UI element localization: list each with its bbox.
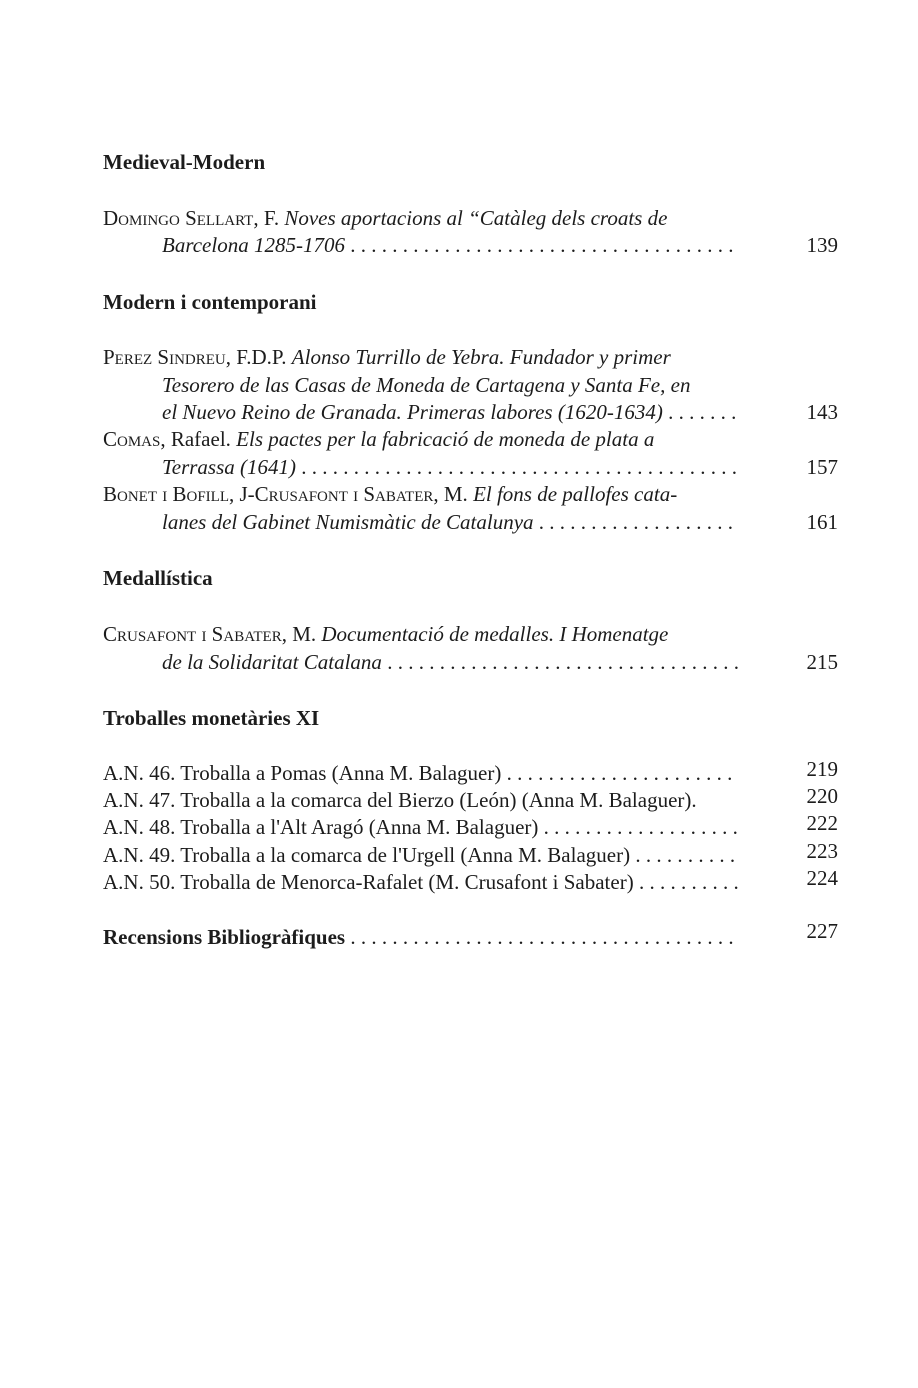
entry-title: el Nuevo Reino de Granada. Primeras labores (1620-1634) (162, 400, 663, 424)
entry-title: Noves aportacions al “Catàleg dels croats de (284, 206, 668, 230)
page-number: 227 (806, 919, 838, 943)
entry-crusafont-line2 (162, 650, 738, 674)
entry-text: A.N. 49. Troballa a la comarca de l'Urgell (Anna M. Balaguer) (103, 843, 631, 867)
entry-text: A.N. 50. Troballa de Menorca-Rafalet (M. Crusafont i Sabater) (103, 870, 634, 894)
entry-title: de la Solidaritat Catalana (162, 650, 382, 674)
page-number: 219 (806, 757, 838, 781)
entry-bonet-line2 (162, 510, 738, 534)
entry-an47 (103, 788, 763, 812)
entry-comas-line2 (162, 455, 738, 479)
entry-initials: , F. (253, 206, 285, 230)
page-number: 220 (806, 784, 838, 808)
entry-text: A.N. 46. Troballa a Pomas (Anna M. Balaguer) (103, 761, 502, 785)
entry-perez-line1 (103, 345, 738, 369)
page-number: 223 (806, 839, 838, 863)
entry-author: Perez Sindreu (103, 345, 226, 369)
entry-text: A.N. 47. Troballa a la comarca del Bierzo (León) (Anna M. Balaguer). (103, 788, 697, 812)
entry-author: Domingo Sellart (103, 206, 254, 230)
entry-initials: , M. (433, 482, 474, 506)
entry-perez-line2 (162, 373, 738, 397)
entry-title: Terrassa (1641) (162, 455, 296, 479)
page-number: 139 (806, 233, 838, 257)
entry-an50 (103, 870, 738, 894)
section-heading-troballes: Troballes monetàries XI (103, 706, 320, 730)
entry-an49 (103, 843, 738, 867)
entry-author: Crusafont i Sabater (103, 622, 282, 646)
entry-separator: , J- (229, 482, 255, 506)
entry-an48 (103, 815, 738, 839)
entry-initials: , M. (281, 622, 322, 646)
entry-title: Alonso Turrillo de Yebra. Fundador y primer (291, 345, 671, 369)
section-heading-medieval-modern: Medieval-Modern (103, 150, 266, 174)
entry-title: Tesorero de las Casas de Moneda de Cartagena y Santa Fe, en (162, 373, 691, 397)
section-heading-modern-contemporani: Modern i contemporani (103, 290, 317, 314)
entry-author: Bonet i Bofill (103, 482, 229, 506)
entry-title: El fons de pallofes cata- (473, 482, 678, 506)
entry-title: Documentació de medalles. I Homenatge (321, 622, 669, 646)
entry-comas-line1 (103, 427, 738, 451)
page-number: 161 (806, 510, 838, 534)
page-number: 222 (806, 811, 838, 835)
entry-recensions (103, 925, 738, 949)
entry-author: Crusafont i Sabater (254, 482, 434, 506)
entry-text: A.N. 48. Troballa a l'Alt Aragó (Anna M. Balaguer) (103, 815, 539, 839)
page-number: 157 (806, 455, 838, 479)
entry-title: Barcelona 1285-1706 (162, 233, 345, 257)
entry-initials: , Rafael. (160, 427, 237, 451)
page-number: 224 (806, 866, 838, 890)
entry-initials: , F.D.P. (225, 345, 292, 369)
entry-bonet-line1 (103, 482, 738, 506)
entry-crusafont-line1 (103, 622, 738, 646)
page-number: 215 (806, 650, 838, 674)
entry-domingo-line2 (162, 233, 738, 257)
entry-author: Comas (103, 427, 161, 451)
entry-an46 (103, 761, 738, 785)
section-heading-recensions: Recensions Bibliogràfiques (103, 925, 346, 949)
section-heading-medallistica: Medallística (103, 566, 213, 590)
entry-perez-line3 (162, 400, 738, 424)
entry-domingo-line1 (103, 206, 738, 230)
page-number: 143 (806, 400, 838, 424)
entry-title: Els pactes per la fabricació de moneda de plata a (236, 427, 655, 451)
entry-title: lanes del Gabinet Numismàtic de Catalunya (162, 510, 534, 534)
